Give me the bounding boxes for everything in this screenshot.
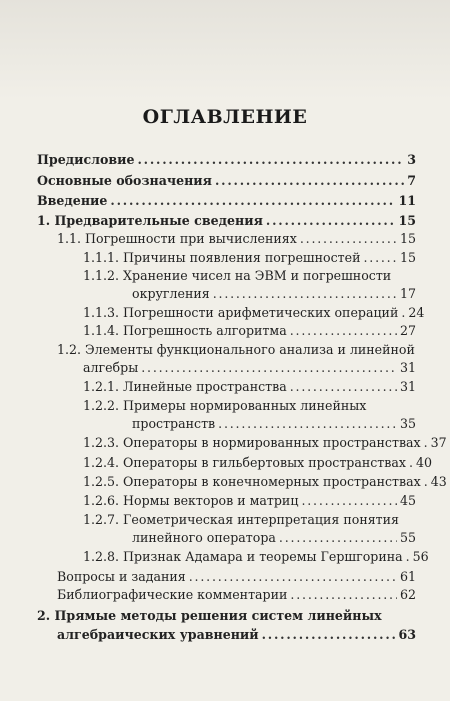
- toc-entry-text: 1.1.1. Причины появления погрешностей: [83, 250, 361, 265]
- toc-entry-text: алгебры: [83, 360, 139, 375]
- dot-leader: [141, 360, 397, 376]
- dot-leader: [363, 250, 397, 266]
- dot-leader: [110, 193, 395, 209]
- toc-entry-text: 1.2.5. Операторы в конечномерных пространствах: [83, 474, 421, 489]
- dot-leader: [215, 173, 404, 189]
- dot-leader: [213, 286, 397, 302]
- toc-chapter-1[interactable]: [37, 213, 416, 229]
- toc-entry-text: Вопросы и задания: [57, 569, 186, 584]
- toc-entry-text: 1.2.1. Линейные пространства: [83, 379, 287, 394]
- toc-entry-intro[interactable]: [37, 193, 416, 209]
- toc-page-number: 61: [399, 569, 416, 584]
- toc-entry-text: линейного оператора: [132, 530, 276, 545]
- toc-subsection-1-1-1[interactable]: [83, 250, 416, 266]
- toc-section-1-2[interactable]: [83, 360, 416, 376]
- dot-leader: [424, 435, 428, 451]
- toc-page-number: 45: [399, 493, 416, 508]
- toc-entry-text: 1.2.3. Операторы в нормированных пространствах: [83, 435, 421, 450]
- toc-subsection-1-2-2-title[interactable]: 1.2.2. Примеры нормированных линейных: [83, 398, 367, 413]
- toc-entry-text: Основные обозначения: [37, 173, 212, 188]
- toc-page-number: 63: [398, 627, 416, 642]
- toc-entry-text: 1.2.8. Признак Адамара и теоремы Гершгорина: [83, 549, 403, 564]
- dot-leader: [279, 530, 397, 546]
- toc-entry-bibliography[interactable]: [57, 587, 416, 603]
- dot-leader: [290, 379, 397, 395]
- toc-entry-text: Библиографические комментарии: [57, 587, 288, 602]
- toc-section-1-2-title[interactable]: 1.2. Элементы функционального анализа и линейной: [57, 342, 415, 357]
- toc-page-number: 40: [415, 455, 433, 470]
- toc-section-1-1[interactable]: [57, 231, 416, 247]
- toc-subsection-1-2-8[interactable]: [83, 549, 429, 565]
- toc-page-number: 15: [399, 231, 416, 246]
- toc-page-number: 56: [412, 549, 429, 564]
- toc-entry-preface[interactable]: [37, 152, 416, 168]
- dot-leader: [218, 416, 397, 432]
- toc-subsection-1-2-5[interactable]: [83, 474, 447, 490]
- toc-entry-text: 1.1. Погрешности при вычислениях: [57, 231, 297, 246]
- toc-page-number: 31: [399, 360, 416, 375]
- toc-chapter-2[interactable]: [57, 627, 416, 643]
- toc-entry-questions[interactable]: [57, 569, 416, 585]
- toc-page-number: 35: [399, 416, 416, 431]
- dot-leader: [138, 152, 405, 168]
- dot-leader: [189, 569, 397, 585]
- dot-leader: [290, 587, 397, 603]
- dot-leader: [409, 455, 413, 471]
- toc-page-number: 31: [399, 379, 416, 394]
- toc-subsection-1-2-7-title[interactable]: 1.2.7. Геометрическая интерпретация понятия: [83, 512, 399, 527]
- toc-subsection-1-2-6[interactable]: [83, 493, 416, 509]
- toc-entry-text: 1.1.4. Погрешность алгоритма: [83, 323, 287, 338]
- toc-chapter-2-title[interactable]: 2. Прямые методы решения систем линейных: [37, 608, 382, 623]
- dot-leader: [424, 474, 428, 490]
- toc-entry-text: 1.2.6. Нормы векторов и матриц: [83, 493, 299, 508]
- toc-entry-text: 1. Предварительные сведения: [37, 213, 263, 228]
- toc-entry-text: 1.1.3. Погрешности арифметических операций: [83, 305, 399, 320]
- dot-leader: [266, 213, 396, 229]
- toc-page-number: 43: [430, 474, 447, 489]
- toc-subsection-1-2-3[interactable]: [83, 435, 447, 451]
- toc-entry-text: алгебраических уравнений: [57, 627, 259, 642]
- toc-entry-text: Введение: [37, 193, 108, 208]
- toc-page-number: 24: [408, 305, 425, 320]
- toc-page-number: 11: [398, 193, 416, 208]
- toc-entry-text: пространств: [132, 416, 216, 431]
- toc-subsection-1-1-3[interactable]: [83, 305, 425, 321]
- dot-leader: [301, 493, 397, 509]
- dot-leader: [401, 305, 405, 321]
- toc-entry-text: округления: [132, 286, 210, 301]
- toc-page-number: 37: [430, 435, 447, 450]
- dot-leader: [290, 323, 397, 339]
- page-title: ОГЛАВЛЕНИЕ: [142, 106, 308, 128]
- toc-subsection-1-2-4[interactable]: [83, 455, 433, 471]
- toc-subsection-1-2-1[interactable]: [83, 379, 416, 395]
- toc-page-number: 55: [399, 530, 416, 545]
- toc-page-number: 62: [399, 587, 416, 602]
- toc-page-number: 15: [399, 250, 416, 265]
- toc-entry-text: Предисловие: [37, 152, 135, 167]
- toc-subsection-1-2-2[interactable]: [132, 416, 416, 432]
- toc-page-number: 17: [399, 286, 416, 301]
- toc-entry-text: 1.2.4. Операторы в гильбертовых пространствах: [83, 455, 406, 470]
- toc-page-number: 7: [407, 173, 416, 188]
- dot-leader: [300, 231, 397, 247]
- toc-subsection-1-1-4[interactable]: [83, 323, 416, 339]
- toc-subsection-1-1-2[interactable]: [132, 286, 416, 302]
- dot-leader: [262, 627, 396, 643]
- toc-page-number: 27: [399, 323, 416, 338]
- dot-leader: [406, 549, 410, 565]
- toc-subsection-1-1-2-title[interactable]: 1.1.2. Хранение чисел на ЭВМ и погрешности: [83, 268, 392, 283]
- toc-subsection-1-2-7[interactable]: [132, 530, 416, 546]
- toc-entry-notation[interactable]: [37, 173, 416, 189]
- toc-page-number: 3: [407, 152, 416, 167]
- toc-page-number: 15: [398, 213, 416, 228]
